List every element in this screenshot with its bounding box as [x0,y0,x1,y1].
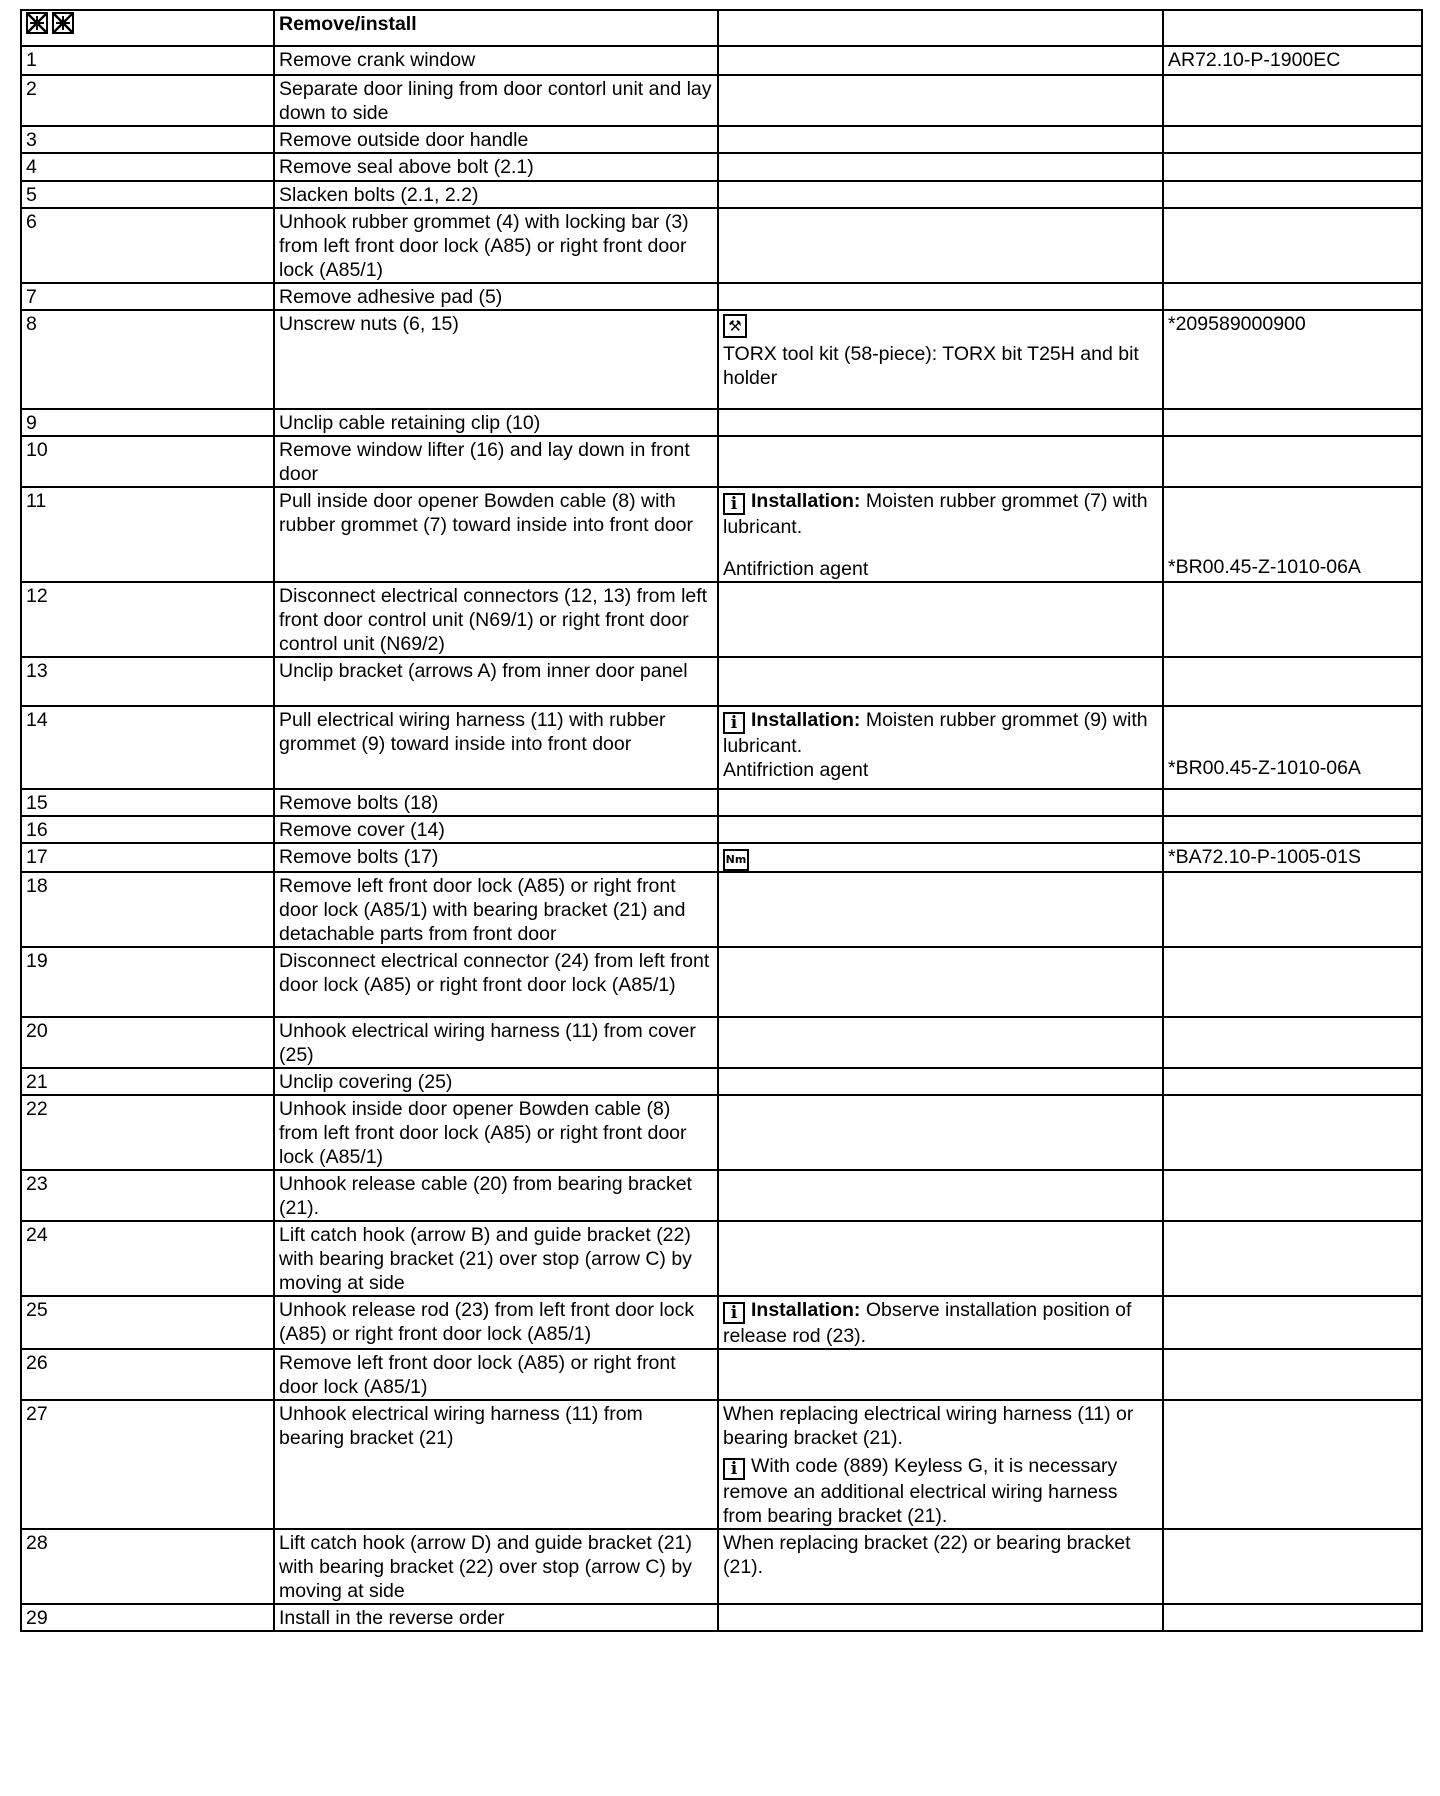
step-description-cell [274,1529,718,1604]
reference-cell [1163,1604,1422,1631]
step-description: Unhook electrical wiring harness (11) from bearing bracket (21) [279,1403,643,1449]
reference-cell [1163,789,1422,816]
step-description: Unhook electrical wiring harness (11) from cover (25) [279,1020,696,1066]
step-number-cell [21,1095,274,1170]
step-note-cell [718,1170,1163,1221]
step-note-cell [718,436,1163,487]
table-row [21,436,1422,487]
step-number-cell [21,816,274,843]
note-body: Moisten rubber grommet (7) with lubricant. [723,490,1148,538]
step-note-cell [718,947,1163,1017]
step-description: Install in the reverse order [279,1607,505,1629]
header-empty-cell [718,10,1163,46]
step-description: Remove outside door handle [279,129,529,151]
table-row [21,947,1422,1017]
step-number: 2 [26,78,37,100]
step-number-cell [21,1221,274,1296]
table-row [21,843,1422,872]
step-description-cell [274,843,718,872]
step-number-cell [21,1529,274,1604]
step-number-cell [21,947,274,1017]
table-row [21,181,1422,208]
step-description-cell [274,816,718,843]
expand-icon[interactable] [52,12,74,34]
step-description: Disconnect electrical connector (24) from left front door lock (A85) or right front door lock (A85/1) [279,950,710,996]
step-number-cell [21,487,274,582]
step-number-cell [21,436,274,487]
step-number: 16 [26,819,48,841]
lubricant-agent: Antifriction agent [723,759,869,781]
step-note-cell [718,843,1163,872]
step-number-cell [21,1296,274,1349]
table-row [21,582,1422,657]
step-description: Disconnect electrical connectors (12, 13) from left front door control unit (N69/1) or right front door control unit (N69/2) [279,585,708,655]
step-note-cell [718,1400,1163,1529]
table-row [21,1170,1422,1221]
step-number-cell [21,126,274,153]
step-note-cell [718,487,1163,582]
step-description: Slacken bolts (2.1, 2.2) [279,184,479,206]
step-note-cell [718,1349,1163,1400]
reference-cell [1163,409,1422,436]
step-number-cell [21,1170,274,1221]
note-text [723,489,1158,539]
section-title: Remove/install [279,13,417,35]
step-number: 26 [26,1352,48,1374]
step-description-cell [274,1170,718,1221]
reference-cell [1163,310,1422,409]
table-header-row [21,10,1422,46]
table-row [21,1529,1422,1604]
step-description: Unclip covering (25) [279,1071,453,1093]
step-description: Remove left front door lock (A85) or right front door lock (A85/1) [279,1352,676,1398]
step-description-cell [274,706,718,789]
step-number: 4 [26,156,37,178]
step-note-cell [718,1017,1163,1068]
reference-cell [1163,1529,1422,1604]
step-description: Unscrew nuts (6, 15) [279,313,459,335]
step-description: Unhook release rod (23) from left front door lock (A85) or right front door lock (A85/1) [279,1299,695,1345]
reference-cell [1163,1095,1422,1170]
reference-link[interactable]: *BA72.10-P-1005-01S [1168,846,1361,868]
table-row [21,1068,1422,1095]
step-number-cell [21,1017,274,1068]
step-number-cell [21,181,274,208]
step-number: 20 [26,1020,48,1042]
step-number-cell [21,75,274,126]
table-row [21,46,1422,75]
step-note-cell [718,1068,1163,1095]
step-note-cell [718,46,1163,75]
reference-cell [1163,1017,1422,1068]
step-description-cell [274,1400,718,1529]
tool-note: TORX tool kit (58-piece): TORX bit T25H and bit holder [723,343,1139,389]
step-number-cell [21,1400,274,1529]
note-text [723,1298,1158,1348]
step-note-cell [718,310,1163,409]
step-note-cell [718,706,1163,789]
step-number: 3 [26,129,37,151]
step-note-cell [718,126,1163,153]
step-description-cell [274,1604,718,1631]
step-number-cell [21,843,274,872]
table-row [21,1349,1422,1400]
step-number-cell [21,657,274,706]
reference-cell [1163,706,1422,789]
table-row [21,208,1422,283]
step-number-cell [21,46,274,75]
step-description: Separate door lining from door contorl unit and lay down to side [279,78,712,124]
step-number-cell [21,872,274,947]
step-number: 8 [26,313,37,335]
step-description: Lift catch hook (arrow B) and guide bracket (22) with bearing bracket (21) over stop (arrow C) by moving at side [279,1224,692,1294]
reference-cell [1163,283,1422,310]
info-icon[interactable]: i [723,1302,745,1324]
step-description-cell [274,1296,718,1349]
table-row [21,126,1422,153]
step-number: 7 [26,286,37,308]
reference-cell [1163,1349,1422,1400]
step-number-cell [21,1068,274,1095]
step-number: 15 [26,792,48,814]
table-row [21,1017,1422,1068]
reference-cell [1163,46,1422,75]
step-number: 14 [26,709,48,731]
special-tool-icon[interactable]: ⚒ [723,314,747,338]
step-note-cell [718,1529,1163,1604]
reference-cell [1163,872,1422,947]
step-description-cell [274,1095,718,1170]
note-body: Observe installation position of release rod (23). [723,1299,1132,1347]
step-number: 11 [26,490,47,512]
procedure-table [20,9,1423,1632]
note-body: Moisten rubber grommet (9) with lubricant. [723,709,1148,757]
step-number: 19 [26,950,48,972]
step-description: Remove window lifter (16) and lay down in front door [279,439,690,485]
expand-icon[interactable] [26,12,48,34]
step-description: Unclip cable retaining clip (10) [279,412,541,434]
table-row [21,872,1422,947]
reference-link[interactable]: *BR00.45-Z-1010-06A [1168,757,1361,779]
step-note-cell [718,872,1163,947]
step-note-cell [718,283,1163,310]
note-condition: When replacing electrical wiring harness (11) or bearing bracket (21). [723,1403,1134,1449]
step-number: 27 [26,1403,48,1425]
step-description-cell [274,126,718,153]
step-note-cell [718,153,1163,181]
note-label: Installation: [751,490,861,512]
table-row [21,153,1422,181]
table-row [21,657,1422,706]
reference-cell [1163,1221,1422,1296]
step-number-cell [21,310,274,409]
step-description: Unhook release cable (20) from bearing bracket (21). [279,1173,692,1219]
reference-cell [1163,126,1422,153]
step-number-cell [21,153,274,181]
step-number: 17 [26,846,48,868]
table-row [21,1221,1422,1296]
step-description-cell [274,947,718,1017]
step-number-cell [21,706,274,789]
step-number: 28 [26,1532,48,1554]
step-description-cell [274,789,718,816]
step-note-cell [718,1095,1163,1170]
step-description: Remove adhesive pad (5) [279,286,503,308]
step-number: 5 [26,184,37,206]
table-row [21,816,1422,843]
step-description-cell [274,487,718,582]
step-description: Unhook rubber grommet (4) with locking bar (3) from left front door lock (A85) or right front door lock (A85/1) [279,211,689,281]
step-number: 21 [26,1071,48,1093]
reference-cell [1163,1170,1422,1221]
step-description: Pull inside door opener Bowden cable (8) with rubber grommet (7) toward inside into front door [279,490,694,536]
step-description-cell [274,310,718,409]
note-body: With code (889) Keyless G, it is necessary remove an additional electrical wiring harness from bearing bracket (21). [723,1455,1118,1527]
reference-cell [1163,657,1422,706]
step-note-cell [718,409,1163,436]
table-row [21,283,1422,310]
reference-cell [1163,1400,1422,1529]
reference-cell [1163,487,1422,582]
step-description: Remove cover (14) [279,819,445,841]
table-row [21,1604,1422,1631]
step-number: 9 [26,412,37,434]
info-icon[interactable]: i [723,1458,745,1480]
step-description: Remove bolts (17) [279,846,439,868]
step-note-cell [718,1296,1163,1349]
step-description-cell [274,872,718,947]
reference-cell [1163,181,1422,208]
step-number: 24 [26,1224,48,1246]
step-description: Remove left front door lock (A85) or right front door lock (A85/1) with bearing bracket (21) and detachable parts from front door [279,875,686,945]
table-row [21,706,1422,789]
step-description-cell [274,75,718,126]
step-number: 29 [26,1607,48,1629]
note-text [723,708,1158,758]
step-description-cell [274,46,718,75]
reference-cell [1163,843,1422,872]
step-number: 18 [26,875,48,897]
note-label: Installation: [751,1299,861,1321]
step-description-cell [274,1017,718,1068]
step-description-cell [274,582,718,657]
lubricant-agent: Antifriction agent [723,558,869,580]
step-number: 6 [26,211,37,233]
step-number: 13 [26,660,48,682]
step-number-cell [21,208,274,283]
step-description-cell [274,153,718,181]
step-description-cell [274,1068,718,1095]
step-description: Unhook inside door opener Bowden cable (8) from left front door lock (A85) or right front door lock (A85/1) [279,1098,687,1168]
step-number-cell [21,1349,274,1400]
reference-cell [1163,1068,1422,1095]
step-note-cell [718,75,1163,126]
reference-link[interactable]: *209589000900 [1168,313,1306,335]
reference-cell [1163,153,1422,181]
step-note-cell [718,789,1163,816]
header-title-cell [274,10,718,46]
step-number-cell [21,789,274,816]
table-row [21,1296,1422,1349]
step-number: 23 [26,1173,48,1195]
reference-cell [1163,208,1422,283]
step-number: 12 [26,585,48,607]
step-note-cell [718,1604,1163,1631]
note-label: Installation: [751,709,861,731]
reference-cell [1163,582,1422,657]
reference-cell [1163,75,1422,126]
note-condition: When replacing bracket (22) or bearing bracket (21). [723,1532,1131,1578]
step-description-cell [274,409,718,436]
reference-link[interactable]: *BR00.45-Z-1010-06A [1168,556,1361,578]
header-empty-cell [1163,10,1422,46]
table-row [21,75,1422,126]
note-text [723,1454,1158,1528]
table-row [21,487,1422,582]
reference-cell [1163,1296,1422,1349]
table-row [21,789,1422,816]
step-description: Remove crank window [279,49,476,71]
step-number-cell [21,1604,274,1631]
step-number-cell [21,283,274,310]
step-description: Lift catch hook (arrow D) and guide bracket (21) with bearing bracket (22) over stop (arrow C) by moving at side [279,1532,692,1602]
step-note-cell [718,816,1163,843]
step-number: 10 [26,439,48,461]
step-number-cell [21,409,274,436]
reference-cell [1163,947,1422,1017]
step-description-cell [274,181,718,208]
step-description-cell [274,657,718,706]
step-note-cell [718,582,1163,657]
reference-link[interactable]: AR72.10-P-1900EC [1168,49,1341,71]
reference-cell [1163,436,1422,487]
step-description-cell [274,436,718,487]
step-description-cell [274,1221,718,1296]
step-note-cell [718,208,1163,283]
header-icons-cell [21,10,274,46]
table-row [21,1095,1422,1170]
step-note-cell [718,657,1163,706]
step-number: 22 [26,1098,48,1120]
reference-cell [1163,816,1422,843]
step-description: Unclip bracket (arrows A) from inner door panel [279,660,688,682]
torque-icon[interactable]: Nm [723,849,749,871]
step-note-cell [718,181,1163,208]
info-icon[interactable]: i [723,493,745,515]
step-description-cell [274,1349,718,1400]
step-description-cell [274,283,718,310]
step-description: Pull electrical wiring harness (11) with rubber grommet (9) toward inside into front door [279,709,666,755]
step-note-cell [718,1221,1163,1296]
step-number: 1 [26,49,37,71]
step-number-cell [21,582,274,657]
table-row [21,310,1422,409]
step-description: Remove bolts (18) [279,792,439,814]
step-number: 25 [26,1299,48,1321]
step-description-cell [274,208,718,283]
info-icon[interactable]: i [723,712,745,734]
step-description: Remove seal above bolt (2.1) [279,156,534,178]
table-row [21,1400,1422,1529]
table-row [21,409,1422,436]
